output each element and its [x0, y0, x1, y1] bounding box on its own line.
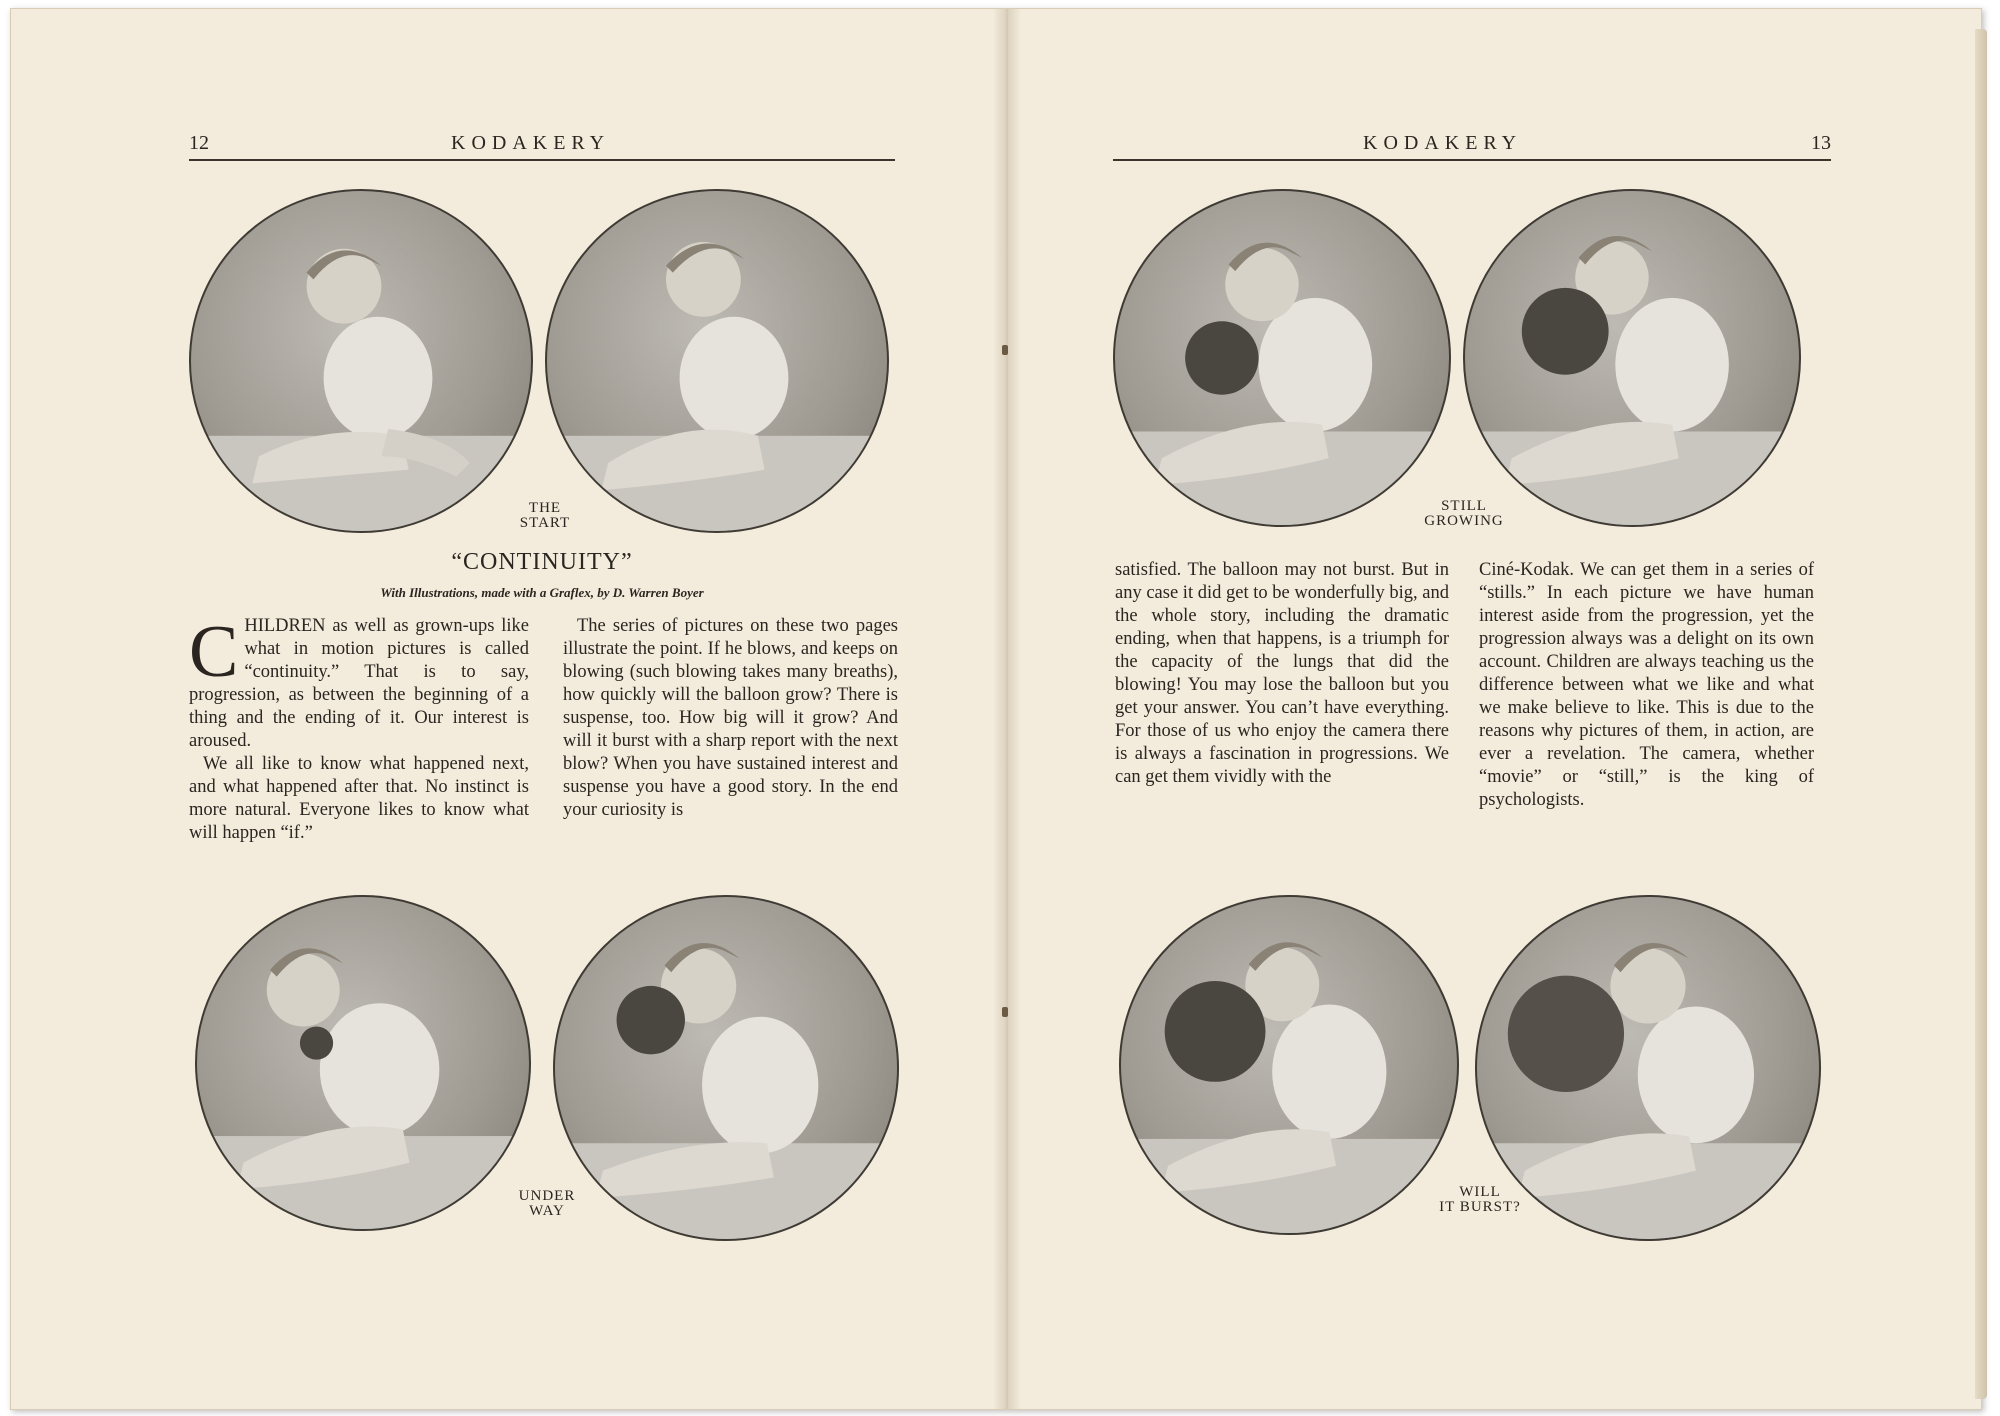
photo-underway-2 — [553, 895, 899, 1241]
caption-line: WILL — [1459, 1184, 1501, 1200]
photo-start-1 — [189, 189, 533, 533]
left-column-1 — [189, 611, 529, 845]
paragraph: satisfied. The balloon may not burst. But in any case it did get to be wonderfully big, and the whole story, including the dramatic ending, when that happens, is a triumph for the capacity of the lungs that did the blowing! You may lose the balloon but you get your answer. You can’t have everything. For those of us who enjoy the camera there is always a fascination in progressions. We can get them vividly with the — [1115, 560, 1449, 787]
left-page — [11, 9, 993, 1409]
caption-the-start — [505, 501, 585, 531]
photo-burst-1 — [1119, 895, 1459, 1235]
right-column-1 — [1115, 559, 1449, 789]
caption-line: STILL — [1441, 498, 1487, 514]
photo-growing-2 — [1463, 189, 1801, 527]
right-page — [1021, 9, 1981, 1409]
left-page-header — [189, 119, 895, 161]
left-column-2 — [563, 615, 898, 822]
magazine-spread — [10, 8, 1982, 1410]
drop-cap: C — [189, 611, 239, 693]
right-page-number: 13 — [1811, 132, 1831, 154]
caption-line: WAY — [529, 1203, 565, 1219]
small-caps-lead: HILDREN — [244, 616, 326, 636]
left-page-number: 12 — [189, 132, 209, 154]
caption-line: START — [519, 515, 571, 531]
paragraph: The series of pictures on these two pages illustrate the point. If he blows, and keeps on blowing (such blowing takes many breaths), how quickly will the balloon grow? There is suspense, too. How big will it grow? And will it burst with a sharp report with the next blow? When you have sustained interest and suspense you have a good story. In the end your curiosity is — [563, 616, 898, 820]
caption-line: UNDER — [518, 1188, 576, 1204]
caption-line: THE — [528, 500, 562, 516]
staple-bottom — [1002, 1007, 1008, 1017]
photo-growing-1 — [1113, 189, 1451, 527]
photo-underway-1 — [195, 895, 531, 1231]
binding-gutter — [993, 9, 1021, 1409]
article-byline: With Illustrations, made with a Graflex, by D. Warren Boyer — [380, 585, 704, 600]
caption-still-growing — [1409, 499, 1519, 529]
paragraph: We all like to know what happened next, and what happened after that. No instinct is more natural. Everyone likes to know what will happen “if.” — [189, 754, 529, 843]
article-title: “CONTINUITY” — [451, 549, 633, 575]
caption-line: IT BURST? — [1439, 1199, 1521, 1215]
caption-line: GROWING — [1424, 513, 1504, 529]
paragraph-text: as well as grown-ups like what in motion pictures is called “continuity.” That is to say, progression, as between the beginning of a thing and the ending of it. Our interest is aroused. — [189, 616, 529, 751]
paragraph: Ciné-Kodak. We can get them in a series of “stills.” In each picture we have human interest aside from the progression, yet the progression always was a delight on its own account. Children are always teaching us the difference between what we like and what we make believe to like. This is due to the reasons why pictures of them, in action, are ever a revelation. The camera, whether “movie” or “still,” is the king of psychologists. — [1479, 560, 1814, 810]
left-running-title: KODAKERY — [451, 132, 611, 154]
right-column-2 — [1479, 559, 1814, 812]
photo-start-2 — [545, 189, 889, 533]
caption-will-it-burst — [1425, 1185, 1535, 1215]
caption-under-way — [507, 1189, 587, 1219]
paragraph — [189, 611, 529, 753]
staple-top — [1002, 345, 1008, 355]
right-page-header — [1113, 119, 1831, 161]
right-running-title: KODAKERY — [1363, 132, 1523, 154]
